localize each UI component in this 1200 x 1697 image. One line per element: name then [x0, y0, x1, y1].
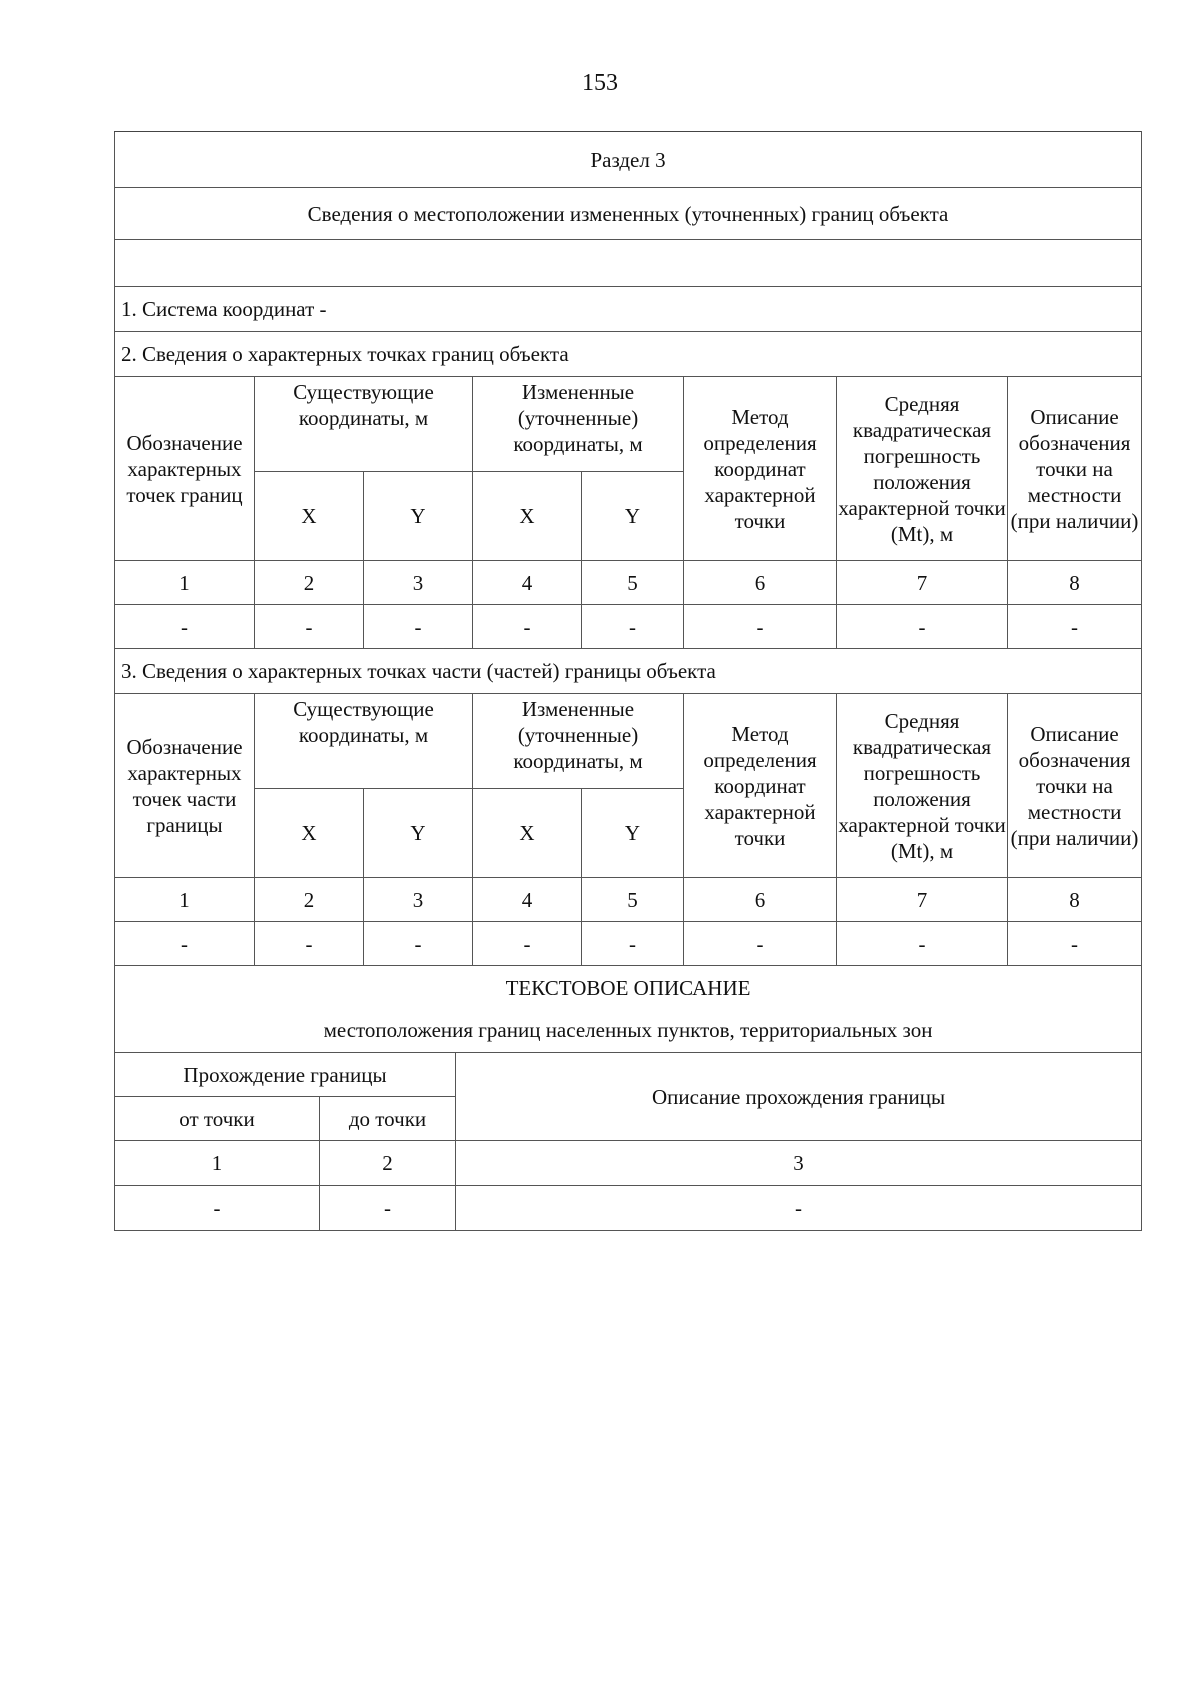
table-cell: - — [837, 922, 1008, 966]
section-form — [114, 131, 1141, 1231]
column-number: 1 — [115, 561, 255, 605]
header-changed-y: Y — [582, 789, 684, 878]
table-cell: - — [582, 605, 684, 649]
column-number: 8 — [1008, 878, 1142, 922]
section-subtitle: Сведения о местоположении измененных (уточненных) границ объекта — [115, 188, 1142, 240]
column-number: 5 — [582, 561, 684, 605]
column-number: 8 — [1008, 561, 1142, 605]
column-number: 3 — [364, 561, 473, 605]
table-cell: - — [473, 922, 582, 966]
column-number: 5 — [582, 878, 684, 922]
table-cell: - — [473, 605, 582, 649]
section-title: Раздел 3 — [115, 132, 1142, 188]
table-cell: - — [115, 1186, 320, 1231]
table-cell: - — [1008, 922, 1142, 966]
parts-heading: 3. Сведения о характерных точках части (частей) границы объекта — [115, 649, 1142, 694]
text-description-subtitle: местоположения границ населенных пунктов, территориальных зон — [323, 1018, 933, 1042]
column-number: 1 — [115, 878, 255, 922]
header-changed-y: Y — [582, 472, 684, 561]
table-cell: - — [456, 1186, 1142, 1231]
header-existing-y: Y — [364, 472, 473, 561]
column-number: 7 — [837, 878, 1008, 922]
header-existing-coords: Существующие координаты, м — [255, 694, 473, 789]
header-method: Метод определения координат характерной точки — [684, 694, 837, 878]
header-changed-coords: Измененные (уточненные) координаты, м — [473, 694, 684, 789]
header-designation: Обозначение характерных точек части границы — [115, 694, 255, 878]
table-cell: - — [837, 605, 1008, 649]
column-number: 6 — [684, 878, 837, 922]
column-number: 4 — [473, 561, 582, 605]
table-cell: - — [255, 605, 364, 649]
header-existing-x: X — [255, 472, 364, 561]
empty-row — [115, 240, 1142, 287]
header-existing-coords: Существующие координаты, м — [255, 377, 473, 472]
table-cell: - — [684, 605, 837, 649]
text-description-title: ТЕКСТОВОЕ ОПИСАНИЕ — [505, 976, 751, 1000]
coord-system-line: 1. Система координат - — [115, 287, 1142, 332]
header-changed-x: X — [473, 472, 582, 561]
header-description: Описание обозначения точки на местности (при наличии) — [1008, 377, 1142, 561]
table-cell: - — [364, 922, 473, 966]
header-changed-coords: Измененные (уточненные) координаты, м — [473, 377, 684, 472]
coordinates-table — [114, 131, 1142, 966]
page-number: 153 — [582, 70, 618, 96]
column-number: 2 — [255, 878, 364, 922]
table-row — [115, 1186, 1142, 1231]
header-existing-y: Y — [364, 789, 473, 878]
text-description-heading — [115, 966, 1142, 1053]
column-number: 1 — [115, 1141, 320, 1186]
table-cell: - — [364, 605, 473, 649]
points-heading: 2. Сведения о характерных точках границ объекта — [115, 332, 1142, 377]
text-description-table — [114, 965, 1142, 1231]
table-row — [115, 922, 1142, 966]
header-passage-description: Описание прохождения границы — [456, 1053, 1142, 1141]
table-cell: - — [582, 922, 684, 966]
column-number: 3 — [364, 878, 473, 922]
table-cell: - — [320, 1186, 456, 1231]
column-number: 2 — [255, 561, 364, 605]
column-number: 2 — [320, 1141, 456, 1186]
column-number: 3 — [456, 1141, 1142, 1186]
table-cell: - — [115, 922, 255, 966]
table-cell: - — [684, 922, 837, 966]
column-number: 7 — [837, 561, 1008, 605]
header-error: Средняя квадратическая погрешность положения характерной точки (Mt), м — [837, 694, 1008, 878]
table-cell: - — [255, 922, 364, 966]
header-description: Описание обозначения точки на местности (при наличии) — [1008, 694, 1142, 878]
table-cell: - — [115, 605, 255, 649]
column-number: 6 — [684, 561, 837, 605]
header-designation: Обозначение характерных точек границ — [115, 377, 255, 561]
header-passage: Прохождение границы — [115, 1053, 456, 1097]
header-to-point: до точки — [320, 1097, 456, 1141]
header-error: Средняя квадратическая погрешность положения характерной точки (Mt), м — [837, 377, 1008, 561]
header-existing-x: X — [255, 789, 364, 878]
column-number: 4 — [473, 878, 582, 922]
header-method: Метод определения координат характерной точки — [684, 377, 837, 561]
table-cell: - — [1008, 605, 1142, 649]
header-from-point: от точки — [115, 1097, 320, 1141]
header-changed-x: X — [473, 789, 582, 878]
table-row — [115, 605, 1142, 649]
